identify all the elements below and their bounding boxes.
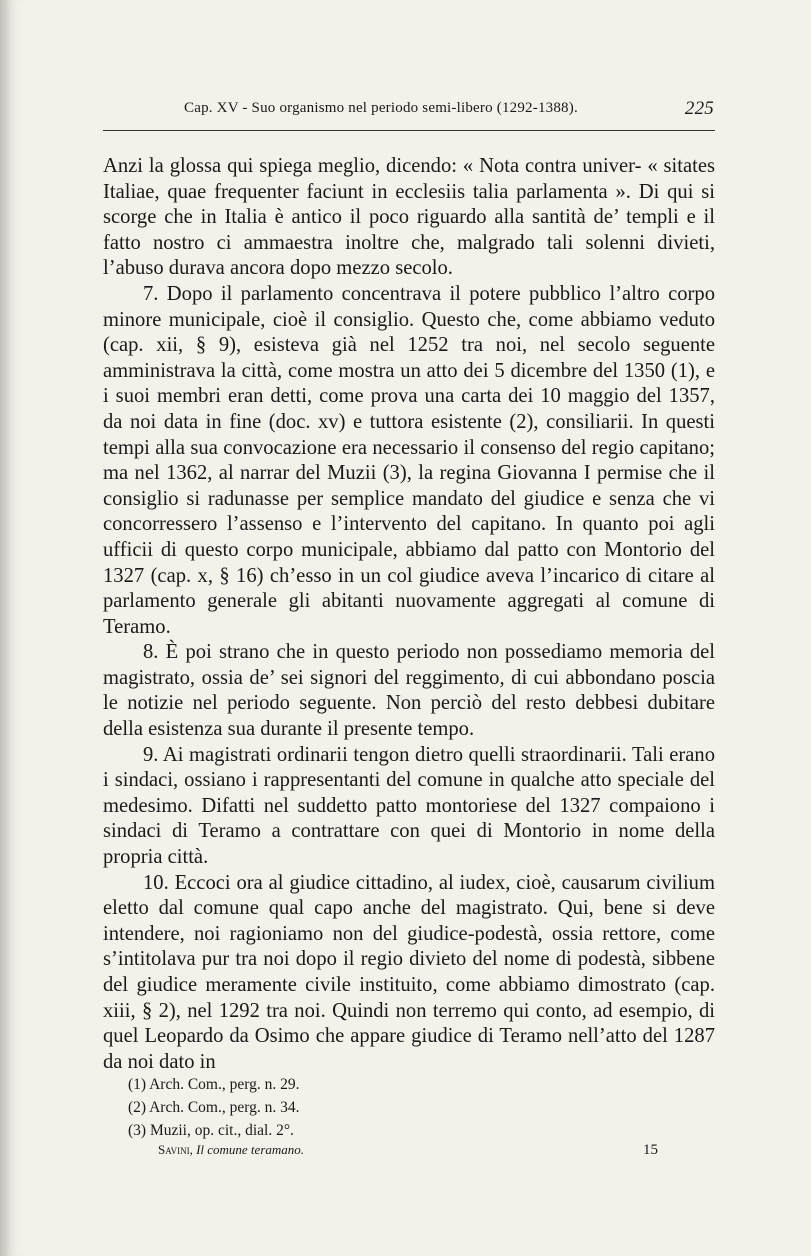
gathering-signature: 15 — [643, 1142, 658, 1158]
footnote: (1) Arch. Com., perg. n. 29. — [128, 1076, 300, 1093]
running-header — [184, 100, 714, 117]
page-number: 225 — [684, 98, 714, 119]
footer-book-title: Il comune teramano. — [196, 1142, 305, 1157]
header-rule — [103, 130, 715, 131]
paragraph: 7. Dopo il parlamento concentrava il potere pubblico l’altro corpo minore municipale, cioè il consiglio. Questo che, come abbiamo veduto (cap. xii, § 9), esisteva già nel 1252 tra noi, nel secolo seguente amministrava la città, come mostra un atto dei 5 dicembre del 1350 (1), e i suoi membri eran detti, come prova una carta dei 10 maggio del 1357, da noi data in fine (doc. xv) e tuttora esistente (2), consiliarii. In questi tempi alla sua convocazione era necessario il consenso del regio capitano; ma nel 1362, al narrar del Muzii (3), la regina Giovanna I permise che il consiglio si radunasse per semplice mandato del giudice e senza che vi concorressero l’assenso e l’intervento del capitano. In quanto poi agli ufficii di questo corpo municipale, abbiamo dal patto con Montorio del 1327 (cap. x, § 16) ch’esso in un col giudice aveva l’incarico di citare al parlamento generale gli abitanti nuovamente aggregati al comune di Teramo. — [103, 282, 715, 638]
paragraph: 9. Ai magistrati ordinarii tengon dietro quelli straordinarii. Tali erano i sindaci, ossiano i rappresentanti del comune in qualche atto speciale del medesimo. Difatti nel suddetto patto montoriese del 1327 compaiono i sindaci di Teramo a contrattare con quei di Montorio in nome della propria città. — [103, 743, 715, 869]
running-title: Cap. XV - Suo organismo nel periodo semi-libero (1292-1388). — [184, 100, 578, 116]
paragraph: 8. È poi strano che in questo periodo non possediamo memoria del magistrato, ossia de’ sei signori del reggimento, di cui abbondano poscia le notizie nel periodo seguente. Non perciò del resto debbesi dubitare della esistenza sua durante il presente tempo. — [103, 641, 715, 741]
paragraph: Anzi la glossa qui spiega meglio, dicendo: « Nota contra univer- « sitates Italiae, quae frequenter faciunt in ecclesiis talia parlamenta ». Di qui si scorge che in Italia è antico il poco riguardo alla santità de’ templi e il fatto nostro ci ammaestra inoltre che, malgrado tali solenni divieti, l’abuso durava ancora dopo mezzo secolo. — [103, 155, 715, 280]
footnote: (3) Muzii, op. cit., dial. 2°. — [128, 1122, 294, 1139]
signature-line — [158, 1142, 658, 1158]
footnotes — [128, 1073, 688, 1142]
main-text — [103, 154, 715, 1075]
paragraph: 10. Eccoci ora al giudice cittadino, al iudex, cioè, causarum civilium eletto dal comune qual capo anche del magistrato. Qui, bene si deve intendere, noi ragioniamo non del giudice-podestà, ossia rettore, come s’intitolava pur tra noi dopo il regio divieto del nome di podestà, sibbene del giudice meramente civile instituito, come abbiamo dimostrato (cap. xiii, § 2), nel 1292 tra noi. Quindi non terremo qui conto, ad esempio, di quel Leopardo da Osimo che appare giudice di Teramo nell’atto del 1287 da noi dato in — [103, 871, 715, 1073]
footnote: (2) Arch. Com., perg. n. 34. — [128, 1099, 300, 1116]
footer-author: Savini, — [158, 1142, 193, 1157]
